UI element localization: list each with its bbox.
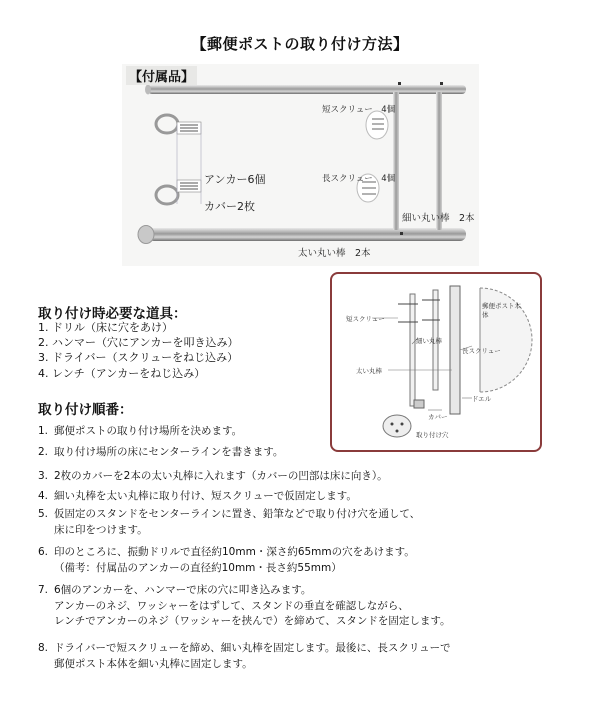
short-screw-label: 短スクリュー 4個 — [322, 105, 396, 115]
step-number: 4. — [38, 490, 49, 502]
diagram-cover-label: カバー — [428, 413, 448, 421]
diagram-short-screw-label: 短スクリュー — [346, 315, 385, 323]
step-text: （備考：付属品のアンカーの直径約10mm・長さ約55mm） — [54, 561, 342, 574]
thin-pole-label: 細い丸い棒 2本 — [402, 213, 475, 224]
step-number: 1. — [38, 425, 49, 437]
step-7 — [38, 583, 451, 630]
step-1 — [38, 424, 242, 440]
anchor-label: アンカー6個 — [204, 173, 266, 186]
accessories-heading: 【付属品】 — [126, 66, 197, 85]
step-6 — [38, 545, 415, 576]
diagram-illustration — [332, 274, 540, 450]
step-text: アンカーのネジ、ワッシャーをはずして、スタンドの垂直を確認しながら、 — [54, 599, 409, 612]
diagram-long-screw-label: 長スクリュー — [462, 347, 501, 355]
step-text: 仮固定のスタンドをセンターラインに置き、鉛筆などで取り付け穴を通して、 — [54, 508, 421, 520]
step-text: 細い丸棒を太い丸棒に取り付け、短スクリューで仮固定します。 — [54, 490, 357, 502]
procedure-heading: 取り付け順番： — [38, 402, 133, 418]
thick-pole-bottom — [148, 228, 466, 241]
tools-item: 4. レンチ（アンカーをねじ込み） — [38, 367, 206, 380]
tools-item: 3. ドライバー（スクリューをねじ込み） — [38, 351, 239, 364]
step-text: 2枚のカバーを2本の太い丸棒に入れます（カバーの凹部は床に向き）。 — [54, 470, 388, 482]
accessories-photo — [122, 64, 479, 266]
tools-item: 1. ドリル（床に穴をあけ） — [38, 321, 173, 334]
diagram-mounting-hole-label: 取り付け穴 — [416, 431, 449, 439]
step-text: 郵便ポストの取り付け場所を決めます。 — [54, 425, 243, 437]
diagram-drill-label: ドエル — [472, 395, 492, 403]
step-5 — [38, 507, 420, 538]
step-text: ドライバーで短スクリューを締め、細い丸棒を固定します。最後に、長スクリューで — [54, 642, 451, 654]
step-2 — [38, 445, 283, 461]
long-screw-label: 長スクリュー 4個 — [322, 174, 396, 184]
cover-ring-2 — [156, 186, 178, 204]
thin-pole-top — [148, 85, 466, 94]
step-8 — [38, 641, 451, 672]
step-text: 取り付け場所の床にセンターラインを書きます。 — [54, 446, 284, 458]
diagram-post-body-label: 郵便ポスト本体 — [482, 302, 521, 319]
thick-pole-label: 太い丸い棒 2本 — [298, 248, 371, 259]
step-number: 7. — [38, 584, 49, 596]
step-number: 8. — [38, 642, 49, 654]
step-text: レンチでアンカーのネジ（ワッシャーを挟んで）を締めて、スタンドを固定します。 — [54, 615, 451, 627]
step-number: 2. — [38, 446, 49, 458]
accessories-illustration — [122, 64, 479, 266]
step-text: 床に印をつけます。 — [54, 523, 148, 536]
cover-label: カバー2枚 — [204, 200, 255, 213]
step-4 — [38, 489, 357, 505]
step-text: 6個のアンカーを、ハンマーで床の穴に叩き込みます。 — [54, 584, 312, 596]
step-number: 5. — [38, 508, 49, 520]
installation-diagram — [330, 272, 542, 452]
page-title: 【郵便ポストの取り付け方法】 — [191, 35, 409, 53]
tools-item: 2. ハンマー（穴にアンカーを叩き込み） — [38, 336, 239, 349]
step-number: 3. — [38, 470, 49, 482]
tools-heading: 取り付け時必要な道具： — [38, 306, 187, 322]
step-number: 6. — [38, 546, 49, 558]
step-3 — [38, 469, 388, 485]
diagram-thick-pole-label: 太い丸棒 — [356, 367, 382, 375]
cover-ring-1 — [156, 115, 178, 133]
step-text: 郵便ポスト本体を細い丸棒に固定します。 — [54, 657, 253, 670]
short-screw-bubble — [366, 111, 388, 139]
diagram-thin-pole-label: 細い丸棒 — [416, 337, 442, 345]
step-text: 印のところに、振動ドリルで直径約10mm・深さ約65mmの穴をあけます。 — [54, 546, 415, 558]
